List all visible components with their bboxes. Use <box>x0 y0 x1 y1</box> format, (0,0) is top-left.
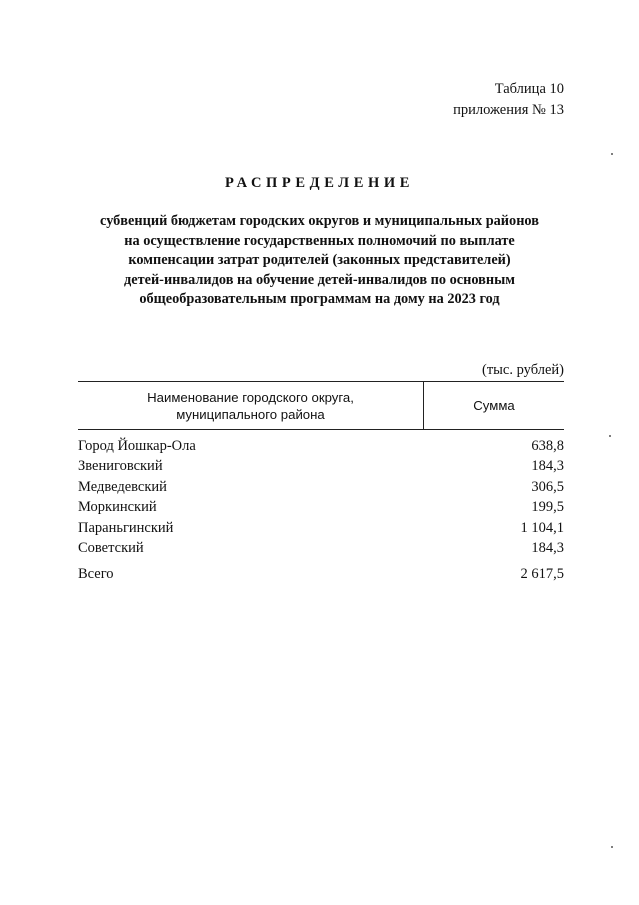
row-value: 638,8 <box>531 438 564 454</box>
subtitle-line: на осуществление государственных полномочий по выплате <box>124 232 515 249</box>
total-value: 2 617,5 <box>520 566 564 583</box>
document-title: РАСПРЕДЕЛЕНИЕ <box>225 175 414 191</box>
subtitle-line: субвенций бюджетам городских округов и муниципальных районов <box>100 213 539 229</box>
table-row <box>78 518 564 538</box>
row-name: Медведевский <box>78 478 167 495</box>
table-header <box>78 381 564 430</box>
document-subtitle <box>60 212 579 310</box>
table-row <box>78 436 564 456</box>
total-row <box>78 564 564 584</box>
distribution-table <box>78 381 564 585</box>
row-name: Город Йошкар-Ола <box>78 438 196 454</box>
table-body <box>78 436 564 585</box>
table-row <box>78 456 564 476</box>
total-label: Всего <box>78 566 114 583</box>
units-label: (тыс. рублей) <box>482 362 564 378</box>
row-value: 184,3 <box>531 458 564 475</box>
row-name: Звениговский <box>78 458 163 475</box>
header-name-column <box>78 382 424 429</box>
appendix-attachment-number: приложения № 13 <box>453 102 564 118</box>
appendix-reference <box>453 79 564 121</box>
row-name: Моркинский <box>78 499 157 516</box>
header-name-line: муниципального района <box>176 406 325 422</box>
table-row <box>78 497 564 517</box>
subtitle-line: общеобразовательным программам на дому на 2023 год <box>139 291 500 308</box>
row-value: 184,3 <box>531 539 564 556</box>
row-value: 306,5 <box>531 478 564 495</box>
subtitle-line: детей-инвалидов на обучение детей-инвалидов по основным <box>124 271 515 288</box>
table-row <box>78 477 564 497</box>
scan-speck <box>611 153 613 155</box>
table-row <box>78 538 564 558</box>
scan-speck <box>609 435 611 437</box>
header-sum-column: Сумма <box>473 398 515 413</box>
subtitle-line: компенсации затрат родителей (законных представителей) <box>128 252 511 269</box>
appendix-table-number: Таблица 10 <box>494 81 564 97</box>
scan-speck <box>611 846 613 848</box>
row-value: 199,5 <box>531 499 564 516</box>
row-name: Советский <box>78 539 144 556</box>
row-name: Параньгинский <box>78 519 174 536</box>
header-name-line: Наименование городского округа, <box>147 389 354 405</box>
row-value: 1 104,1 <box>520 519 564 536</box>
